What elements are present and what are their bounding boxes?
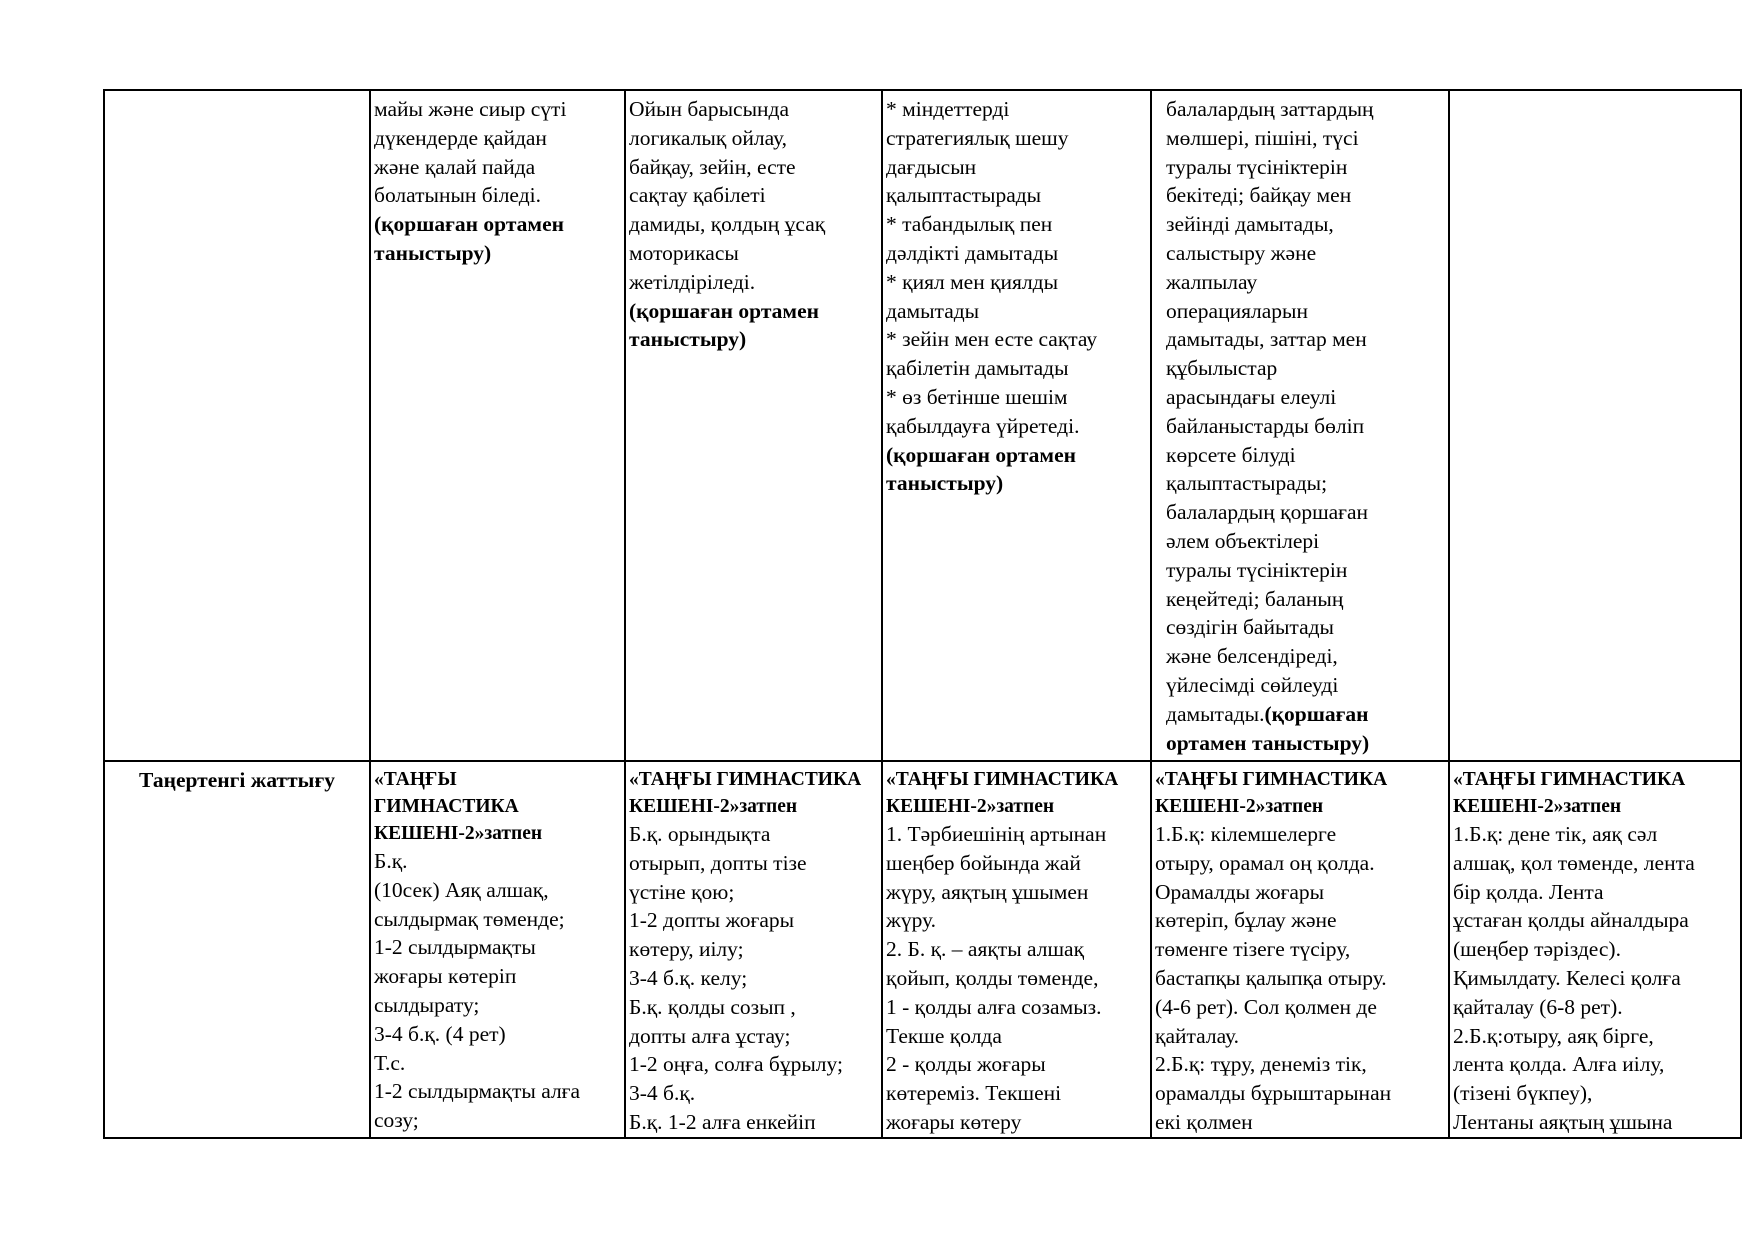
table-cell <box>882 761 1151 1138</box>
table-cell <box>1449 761 1741 1138</box>
cell-text-line: Қимылдату. Келесі қолға <box>1453 965 1681 990</box>
cell-text-line: қалыптастырады <box>886 183 1042 208</box>
cell-text-line: төменге тізеге түсіру, <box>1155 937 1351 962</box>
cell-text-line: орамалды бұрыштарынан <box>1155 1081 1392 1106</box>
cell-text-line: екі қолмен <box>1155 1109 1253 1134</box>
table-cell <box>1449 90 1741 761</box>
cell-text-line: ұстаған қолды айналдыра <box>1453 908 1689 933</box>
cell-text-line: мөлшері, пішіні, түсі <box>1166 125 1359 150</box>
cell-text-line: отыру, орамал оң қолда. <box>1155 850 1375 875</box>
cell-text-line: допты алға ұстау; <box>629 1023 791 1048</box>
cell-text-line: көтеріп, бұлау және <box>1155 908 1337 933</box>
cell-text-line: сылдырату; <box>374 992 480 1017</box>
cell-text-plain: дамытады. <box>1166 701 1265 726</box>
cell-text-line: (4-6 рет). Сол қолмен де <box>1155 994 1377 1019</box>
cell-text-line: балалардың қоршаған <box>1166 500 1369 525</box>
cell-text-line: * зейін мен есте сақтау <box>886 327 1098 352</box>
cell-text-line: Лентаны аяқтың ұшына <box>1453 1109 1673 1134</box>
cell-text-line: 1-2 сылдырмақты <box>374 935 536 960</box>
cell-text-line: жүру. <box>886 908 937 933</box>
cell-text-line: қалыптастырады; <box>1166 471 1328 496</box>
cell-text-line: алшақ, қол төменде, лента <box>1453 850 1695 875</box>
cell-text-line: 3-4 б.қ. <box>629 1081 696 1106</box>
exercise-header: КЕШЕНІ-2»затпен <box>886 796 1055 817</box>
cell-text-line: Т.с. <box>374 1050 406 1075</box>
cell-text-line: қайталау (6-8 рет). <box>1453 994 1623 1019</box>
cell-text-line: операцияларын <box>1166 298 1308 323</box>
cell-text-line: байқау, зейін, есте <box>629 154 796 179</box>
cell-text-line: арасындағы елеулі <box>1166 384 1337 409</box>
exercise-header: ГИМНАСТИКА <box>374 796 519 817</box>
cell-text-line: бір қолда. Лента <box>1453 879 1604 904</box>
cell-text-line: зейінді дамытады, <box>1166 212 1334 237</box>
cell-text-line: * қиял мен қиялды <box>886 269 1059 294</box>
schedule-table <box>103 89 1742 1139</box>
exercise-header: КЕШЕНІ-2»затпен <box>1155 796 1324 817</box>
cell-text-line: салыстыру және <box>1166 240 1317 265</box>
cell-text-line: 1 - қолды алға созамыз. <box>886 994 1102 1019</box>
cell-text-line: туралы түсініктерін <box>1166 154 1348 179</box>
cell-text-line: 1.Б.қ: кілемшелерге <box>1155 822 1337 846</box>
cell-text-line: * міндеттерді <box>886 97 1010 121</box>
cell-text-line: болатынын біледі. <box>374 183 541 208</box>
row-label-cell <box>104 761 370 1138</box>
cell-text-line: дамытады, заттар мен <box>1166 327 1367 352</box>
table-cell <box>882 90 1151 761</box>
cell-text-line: сақтау қабілеті <box>629 183 766 208</box>
cell-text-bold: таныстыру) <box>886 471 1004 496</box>
cell-text-line: лента қолда. Алға иілу, <box>1453 1052 1665 1077</box>
cell-text-line: жалпылау <box>1166 269 1258 294</box>
cell-text-line: шеңбер бойында жай <box>886 850 1081 875</box>
table-row <box>104 761 1741 1138</box>
table-cell <box>370 90 625 761</box>
cell-text-line: сөздігін байытады <box>1166 615 1335 640</box>
cell-text-bold: (қоршаған ортамен <box>374 212 565 237</box>
cell-text-line: жоғары көтеріп <box>374 964 517 989</box>
cell-text-line: * табандылық пен <box>886 212 1053 237</box>
cell-text-line: әлем объектілері <box>1166 528 1320 553</box>
cell-text-bold: ортамен таныстыру) <box>1166 730 1370 755</box>
cell-text-line: отырып, допты тізе <box>629 850 807 875</box>
exercise-header: «ТАҢҒЫ ГИМНАСТИКА <box>1453 769 1686 790</box>
cell-text-line: майы және сиыр сүті <box>374 97 567 121</box>
cell-text-line: 1.Б.қ: дене тік, аяқ сәл <box>1453 822 1658 846</box>
cell-text-line: созу; <box>374 1108 419 1133</box>
cell-text-line: туралы түсініктерін <box>1166 557 1348 582</box>
cell-text-line <box>1166 700 1445 729</box>
cell-text-line: 2 - қолды жоғары <box>886 1052 1046 1077</box>
cell-text-line: көтеру, иілу; <box>629 937 744 962</box>
cell-text-line: жоғары көтеру <box>886 1109 1022 1134</box>
table-cell <box>1151 761 1449 1138</box>
exercise-header: «ТАҢҒЫ ГИМНАСТИКА <box>1155 769 1388 790</box>
cell-text-line: Б.қ. 1-2 алға енкейіп <box>629 1109 816 1134</box>
cell-text-line: дәлдікті дамытады <box>886 240 1059 265</box>
cell-text-line: және белсендіреді, <box>1166 644 1338 669</box>
cell-text-line: үйлесімді сөйлеуді <box>1166 672 1339 697</box>
cell-text-line: Ойын барысында <box>629 97 790 121</box>
table-cell <box>370 761 625 1138</box>
cell-text-line: байланыстарды бөліп <box>1166 413 1365 438</box>
table-cell <box>1151 90 1449 761</box>
table-row <box>104 90 1741 761</box>
cell-text-line: логикалық ойлау, <box>629 125 788 150</box>
cell-text-line: 2.Б.қ: тұру, денеміз тік, <box>1155 1052 1367 1077</box>
cell-text-line: дүкендерде қайдан <box>374 125 547 150</box>
cell-text-bold: (қоршаған ортамен <box>629 298 820 323</box>
row-label-cell <box>104 90 370 761</box>
cell-text-line: және қалай пайда <box>374 154 536 179</box>
exercise-header: КЕШЕНІ-2»затпен <box>374 823 543 844</box>
cell-text-line: үстіне қою; <box>629 879 735 904</box>
cell-text-line: бастапқы қалыпқа отыру. <box>1155 965 1387 990</box>
cell-text-line: жетілдіріледі. <box>629 269 756 294</box>
table-cell <box>625 761 882 1138</box>
table-cell <box>625 90 882 761</box>
cell-text-line: (шеңбер тәріздес). <box>1453 937 1621 962</box>
cell-text-line: 1-2 сылдырмақты алға <box>374 1079 581 1104</box>
cell-text-line: сылдырмақ төменде; <box>374 906 565 931</box>
cell-text-line: құбылыстар <box>1166 356 1278 381</box>
cell-text-line: моторикасы <box>629 240 739 265</box>
cell-text-line: 2. Б. қ. – аяқты алшақ <box>886 937 1085 962</box>
cell-text-line: қойып, қолды төменде, <box>886 965 1099 990</box>
cell-text-line: дағдысын <box>886 154 977 179</box>
cell-text-line: көтереміз. Текшені <box>886 1081 1062 1106</box>
cell-text-line: (тізені бүкпеу), <box>1453 1081 1593 1106</box>
cell-text-line: балалардың заттардың <box>1166 97 1374 121</box>
cell-text-line: 1-2 допты жоғары <box>629 908 795 933</box>
cell-text-bold: (қоршаған ортамен <box>886 442 1077 467</box>
cell-text-line: кеңейтеді; баланың <box>1166 586 1344 611</box>
cell-text-line: қабілетін дамытады <box>886 356 1069 381</box>
cell-text-bold: таныстыру) <box>629 327 747 352</box>
cell-text-line: 1-2 оңға, солға бұрылу; <box>629 1052 843 1077</box>
cell-text-line: * өз бетінше шешім <box>886 384 1068 409</box>
cell-text-bold: (қоршаған <box>1264 701 1369 726</box>
cell-text-line: дамиды, қолдың ұсақ <box>629 212 826 237</box>
cell-text-line: Б.қ. <box>374 849 408 873</box>
cell-text-line: жүру, аяқтың ұшымен <box>886 879 1089 904</box>
row-label: Таңертенгі жаттығу <box>139 768 335 792</box>
cell-text-line: 2.Б.қ:отыру, аяқ бірге, <box>1453 1023 1654 1048</box>
cell-text-line: көрсете білуді <box>1166 442 1296 467</box>
cell-text-line: қайталау. <box>1155 1023 1240 1048</box>
exercise-header: «ТАҢҒЫ ГИМНАСТИКА <box>886 769 1119 790</box>
cell-text-line: бекітеді; байқау мен <box>1166 183 1352 208</box>
exercise-header: «ТАҢҒЫ <box>374 769 457 790</box>
cell-text-line: Орамалды жоғары <box>1155 879 1325 904</box>
cell-text-line: 1. Тәрбиешінің артынан <box>886 822 1107 846</box>
cell-text-line: Текше қолда <box>886 1023 1002 1048</box>
exercise-header: КЕШЕНІ-2»затпен <box>1453 796 1622 817</box>
cell-text-line: стратегиялық шешу <box>886 125 1069 150</box>
exercise-header: КЕШЕНІ-2»затпен <box>629 796 798 817</box>
cell-text-bold: таныстыру) <box>374 240 492 265</box>
cell-text-line: 3-4 б.қ. (4 рет) <box>374 1021 506 1046</box>
exercise-header: «ТАҢҒЫ ГИМНАСТИКА <box>629 769 862 790</box>
cell-text-line: Б.қ. қолды созып , <box>629 994 796 1019</box>
cell-text-line: дамытады <box>886 298 980 323</box>
cell-text-line: қабылдауға үйретеді. <box>886 413 1080 438</box>
cell-text-line: (10сек) Аяқ алшақ, <box>374 877 549 902</box>
cell-text-line: Б.қ. орындықта <box>629 822 771 846</box>
cell-text-line: 3-4 б.қ. келу; <box>629 965 748 990</box>
